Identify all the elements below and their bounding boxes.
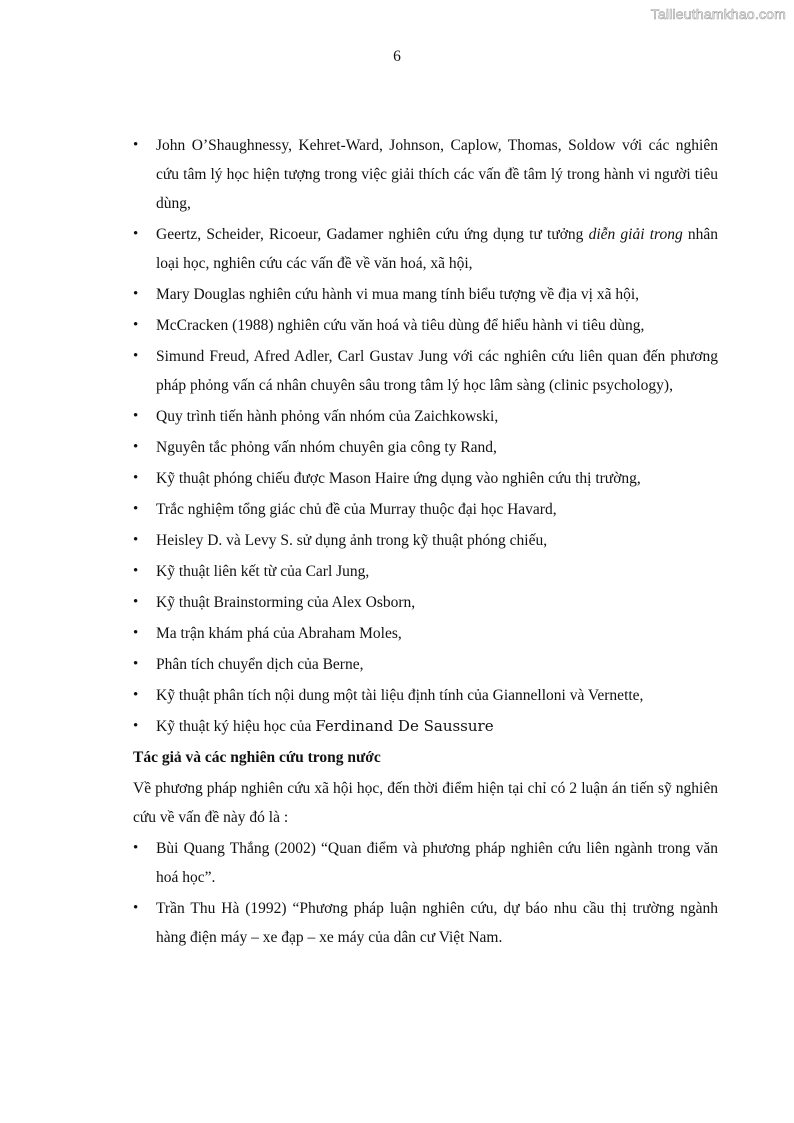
list-item: • Ma trận khám phá của Abraham Moles, [133,619,718,648]
international-authors-list [133,131,718,741]
list-item: • Trần Thu Hà (1992) “Phương pháp luận nghiên cứu, dự báo nhu cầu thị trường ngành hàng điện máy – xe đạp – xe máy của dân cư Việt Nam. [133,894,718,952]
list-item: • Phân tích chuyển dịch của Berne, [133,650,718,679]
list-item: • John O’Shaughnessy, Kehret-Ward, Johnson, Caplow, Thomas, Soldow với các nghiên cứu tâm lý học hiện tượng trong việc giải thích các vấn đề tâm lý trong hành vi người tiêu dùng, [133,131,718,218]
section-paragraph: Về phương pháp nghiên cứu xã hội học, đến thời điểm hiện tại chỉ có 2 luận án tiến sỹ nghiên cứu về vấn đề này đó là : [133,780,718,826]
list-item: • Kỹ thuật liên kết từ của Carl Jung, [133,557,718,586]
list-item: • Geertz, Scheider, Ricoeur, Gadamer nghiên cứu ứng dụng tư tưởng diễn giải trong nhân loại học, nghiên cứu các vấn đề về văn hoá, xã hội, [133,220,718,278]
list-item: • McCracken (1988) nghiên cứu văn hoá và tiêu dùng để hiểu hành vi tiêu dùng, [133,311,718,340]
list-item: • Kỹ thuật ký hiệu học của Ferdinand De Saussure [133,712,718,741]
section-heading: Tác giả và các nghiên cứu trong nước [133,749,381,766]
list-item: • Kỹ thuật phân tích nội dung một tài liệu định tính của Giannelloni và Vernette, [133,681,718,710]
list-item: • Mary Douglas nghiên cứu hành vi mua mang tính biểu tượng về địa vị xã hội, [133,280,718,309]
page-number: 6 [393,48,401,65]
author-name: Ferdinand De Saussure [315,717,494,735]
italic-term: diễn giải trong [588,226,683,243]
list-item: • Bùi Quang Thắng (2002) “Quan điểm và phương pháp nghiên cứu liên ngành trong văn hoá học”. [133,834,718,892]
list-item: • Simund Freud, Afred Adler, Carl Gustav Jung với các nghiên cứu liên quan đến phương pháp phỏng vấn cá nhân chuyên sâu trong tâm lý học lâm sàng (clinic psychology), [133,342,718,400]
watermark: Tailieuthamkhao.com [650,6,786,22]
list-item: • Nguyên tắc phỏng vấn nhóm chuyên gia công ty Rand, [133,433,718,462]
list-item: • Quy trình tiến hành phỏng vấn nhóm của Zaichkowski, [133,402,718,431]
page-content [133,131,718,954]
list-item: • Heisley D. và Levy S. sử dụng ảnh trong kỹ thuật phóng chiếu, [133,526,718,555]
list-item: • Kỹ thuật phóng chiếu được Mason Haire ứng dụng vào nghiên cứu thị trường, [133,464,718,493]
domestic-theses-list [133,834,718,952]
list-item: • Trắc nghiệm tổng giác chủ đề của Murray thuộc đại học Havard, [133,495,718,524]
list-item: • Kỹ thuật Brainstorming của Alex Osborn, [133,588,718,617]
